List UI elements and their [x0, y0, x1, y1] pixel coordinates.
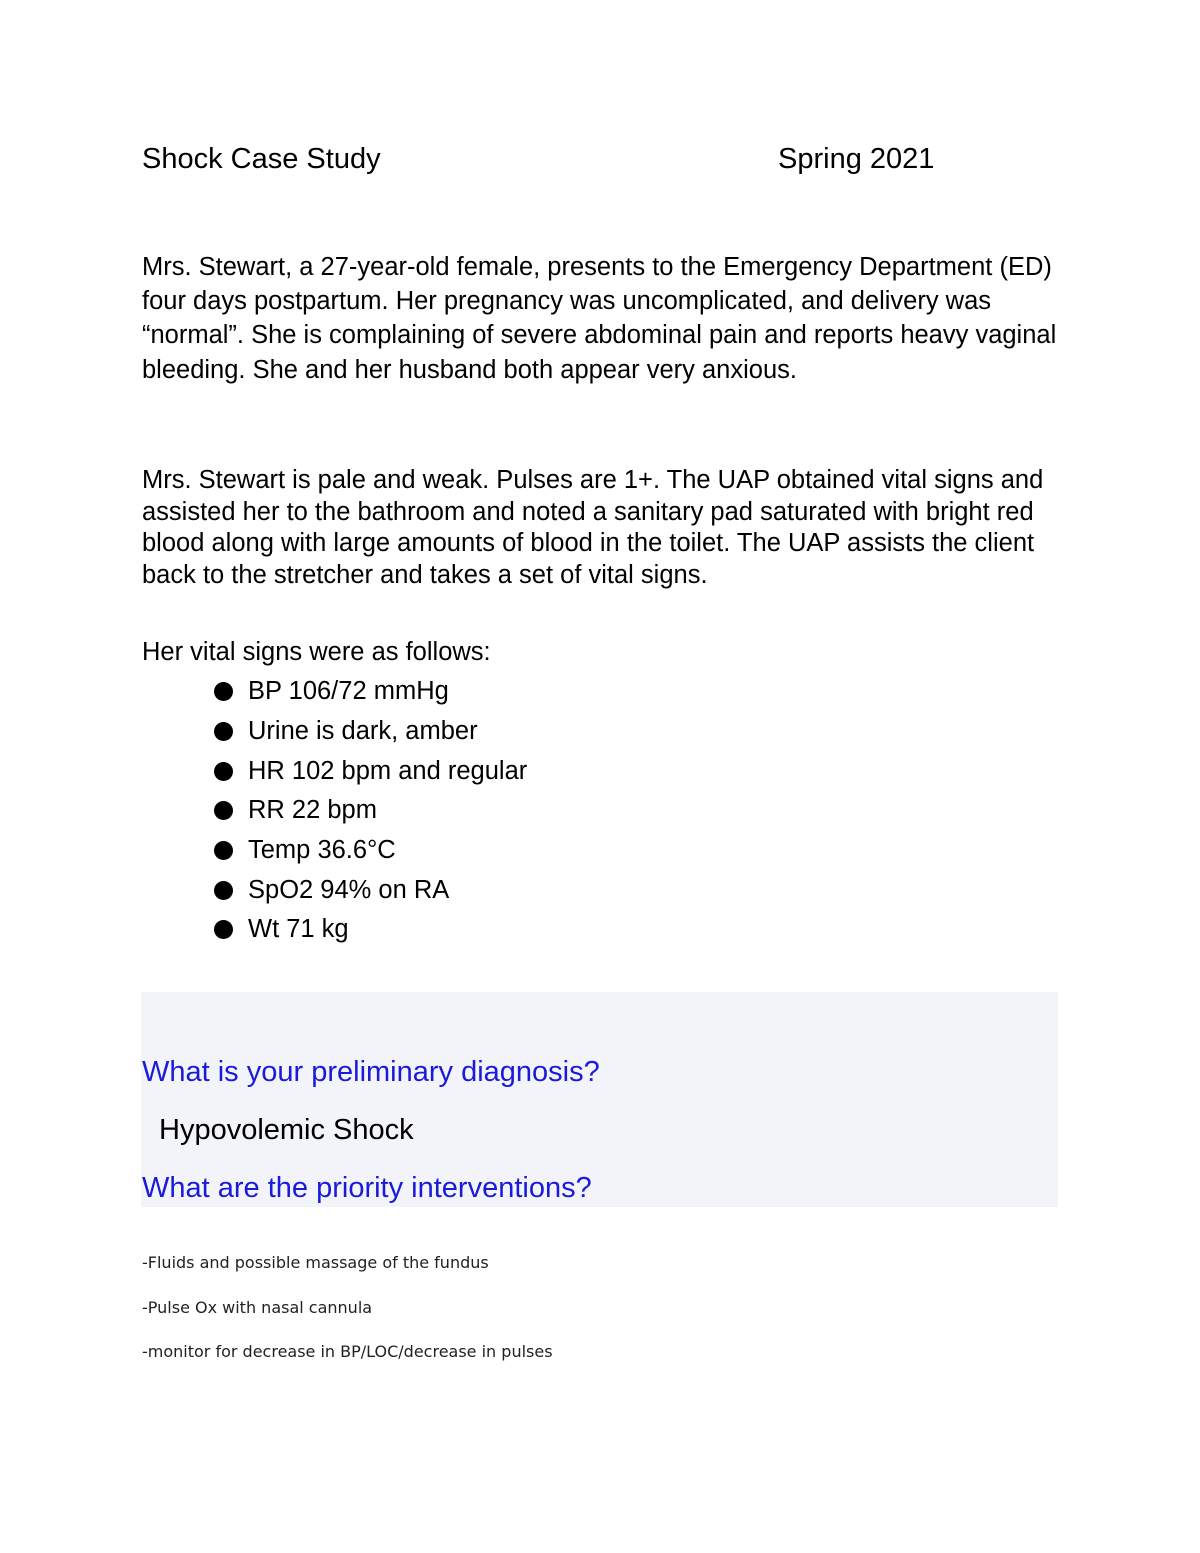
bullet-icon: [214, 841, 233, 860]
vital-item: [214, 672, 527, 712]
case-paragraph-1: Mrs. Stewart, a 27-year-old female, presents to the Emergency Department (ED) four days postpartum. Her pregnancy was uncomplicated, and delivery was “normal”. She is complaining of severe abdominal pain and reports heavy vaginal bleeding. She and her husband both appear very anxious.: [142, 253, 1057, 384]
bullet-icon: [214, 682, 233, 701]
bullet-icon: [214, 762, 233, 781]
vital-item: [214, 712, 527, 752]
case-paragraph-2: Mrs. Stewart is pale and weak. Pulses are 1+. The UAP obtained vital signs and assisted her to the bathroom and noted a sanitary pad saturated with bright red blood along with large amounts of blood in the toilet. The UAP assists the client back to the stretcher and takes a set of vital signs.: [142, 466, 1044, 589]
vital-item: [214, 831, 527, 871]
vital-text: RR 22 bpm: [248, 796, 377, 825]
bullet-icon: [214, 920, 233, 939]
vital-text: Wt 71 kg: [248, 915, 349, 944]
intervention-item: -Fluids and possible massage of the fundus: [142, 1253, 489, 1272]
vital-text: HR 102 bpm and regular: [248, 756, 528, 785]
vital-item: [214, 870, 527, 910]
vitals-intro: Her vital signs were as follows:: [142, 638, 491, 666]
vital-text: Urine is dark, amber: [248, 717, 478, 746]
question-interventions: What are the priority interventions?: [142, 1172, 592, 1204]
bullet-icon: [214, 881, 233, 900]
vitals-list: [214, 672, 527, 950]
vital-item: [214, 910, 527, 950]
bullet-icon: [214, 722, 233, 741]
document-title: Shock Case Study: [142, 143, 381, 175]
vital-text: SpO2 94% on RA: [248, 875, 450, 904]
vital-item: [214, 791, 527, 831]
intervention-item: -Pulse Ox with nasal cannula: [142, 1297, 373, 1317]
question-diagnosis: What is your preliminary diagnosis?: [142, 1056, 600, 1088]
intervention-item: -monitor for decrease in BP/LOC/decrease in pulses: [142, 1342, 553, 1361]
vital-item: [214, 751, 527, 791]
title-row: [142, 143, 962, 179]
vital-text: BP 106/72 mmHg: [248, 677, 449, 706]
vital-text: Temp 36.6°C: [248, 836, 396, 865]
interventions-list: [142, 1252, 553, 1386]
answer-diagnosis: Hypovolemic Shock: [159, 1114, 414, 1146]
bullet-icon: [214, 801, 233, 820]
document-term: Spring 2021: [778, 143, 935, 175]
